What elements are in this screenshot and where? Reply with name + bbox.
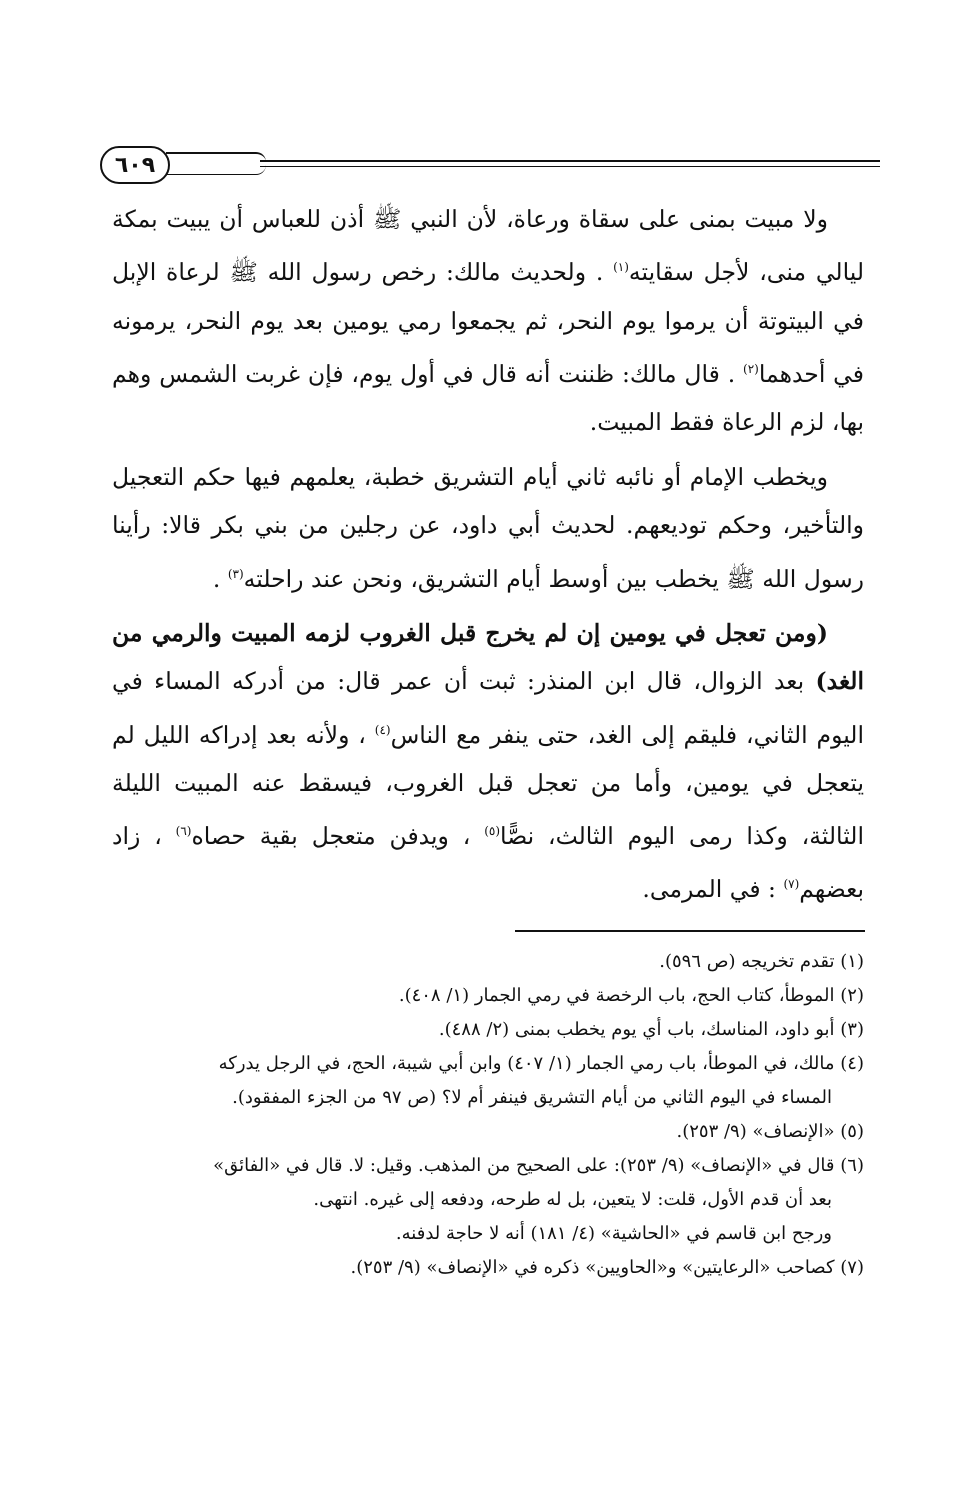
- matn-quote: (ومن تعجل في يومين إن لم يخرج قبل الغروب لزمه المبيت والرمي من الغد): [112, 618, 864, 696]
- paragraph-3: (ومن تعجل في يومين إن لم يخرج قبل الغروب لزمه المبيت والرمي من الغد) بعد الزوال، قال ابن المنذر: ثبت أن عمر قال: من أدركه المساء في اليوم الثاني، فليقم إلى الغد، حتى ينفر مع الناس$^{(٤)}$ ، ولأنه بعد إدراكه الليل لم يتعجل في يومين، وأما من تعجل قبل الغروب، فيسقط عنه المبيت الليلة الثالثة، وكذا رمى اليوم الثالث، نصًّا$^{(٥)}$ ، ويدفن متعجل بقية حصاه$^{(٦)}$ ، زاد بعضهم$^{(٧)}$ : في المرمى.: [112, 618, 864, 904]
- footnotes: [112, 945, 864, 1285]
- footnote-7: (٧) كصاحب «الرعايتين» و«الحاويين» ذكره في «الإنصاف» (٩/ ٢٥٣).: [350, 1257, 864, 1278]
- footnote-ref-4[interactable]: (٤): [374, 722, 391, 737]
- paragraph-1: ولا مبيت بمنى على سقاة ورعاة، لأن النبي ﷺ أذن للعباس أن يبيت بمكة ليالي منى، لأجل سقايته$^{(١)}$ . ولحديث مالك: رخص رسول الله ﷺ لرعاة الإبل في البيتوتة أن يرموا يوم النحر، ثم يجمعوا رمي يومين بعد يوم النحر، يرمونه في أحدهما$^{(٢)}$ . قال مالك: ظننت أنه قال في أول يوم، فإن غربت الشمس وهم بها، لزم الرعاة فقط المبيت.: [112, 205, 864, 437]
- footnote-ref-2[interactable]: (٢): [743, 362, 759, 377]
- header-rule-thin: [260, 166, 880, 167]
- footnote-4: (٤) مالك، في الموطأ، باب رمي الجمار (١/ ٤٠٧) وابن أبي شيبة، الحج، في الرجل يدركه المساء في اليوم الثاني من أيام التشريق فينفر أم لا؟ (ص ٩٧ من الجزء المفقود).: [218, 1053, 864, 1108]
- footnote-5: (٥) «الإنصاف» (٩/ ٢٥٣).: [676, 1121, 864, 1142]
- paragraph-2: ويخطب الإمام أو نائبه ثاني أيام التشريق خطبة، يعلمهم فيها حكم التعجيل والتأخير، وحكم توديعهم. لحديث أبي داود، عن رجلين من بني بكر قالا: رأينا رسول الله ﷺ يخطب بين أوسط أيام التشريق، ونحن عند راحلته$^{(٣)}$ .: [112, 462, 864, 593]
- footnote-ref-1[interactable]: (١): [613, 260, 629, 275]
- footnote-ref-3[interactable]: (٣): [227, 566, 244, 581]
- footnote-ref-5[interactable]: (٥): [484, 824, 501, 839]
- footnote-separator: [515, 930, 865, 932]
- footnote-1: (١) تقدم تخريجه (ص ٥٩٦).: [659, 951, 864, 972]
- page-number-ornament: [166, 152, 266, 175]
- footnote-ref-7[interactable]: (٧): [783, 877, 800, 892]
- header-rule: [260, 160, 880, 162]
- footnote-6: (٦) قال في «الإنصاف» (٩/ ٢٥٣): على الصحيح من المذهب. وقيل: لا. قال في «الفائق» بعد أن قدم الأول، قلت: لا يتعين، بل له طرحه، ودفعه إلى غيره. انتهى. ورجح ابن قاسم في «الحاشية» (٤/ ١٨١) أنه لا حاجة لدفنه.: [213, 1155, 864, 1244]
- page-number: ٦٠٩: [100, 146, 170, 184]
- footnote-3: (٣) أبو داود، المناسك، باب أي يوم يخطب بمنى (٢/ ٤٨٨).: [438, 1019, 864, 1040]
- main-text: [112, 195, 864, 920]
- page-header: [100, 140, 880, 190]
- footnote-ref-6[interactable]: (٦): [175, 824, 192, 839]
- footnote-2: (٢) الموطأ، كتاب الحج، باب الرخصة في رمي الجمار (١/ ٤٠٨).: [398, 985, 864, 1006]
